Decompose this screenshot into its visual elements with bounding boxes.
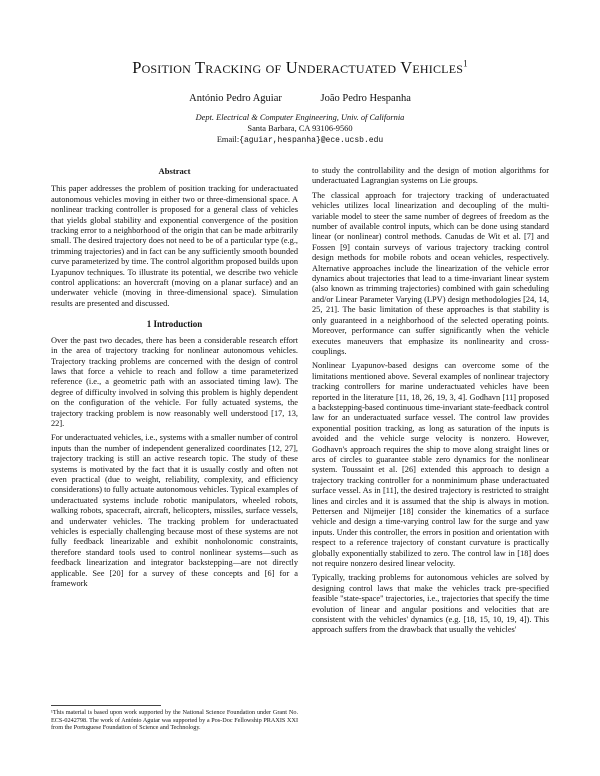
abstract-heading: Abstract [158, 166, 191, 176]
abstract-text: This paper addresses the problem of position tracking for underactuated autonomous vehicles moving in either two or three-dimensional space. A nonlinear tracking controller is proposed for a general class of vehicles that yields global stability and exponential convergence of the position tracking error to a neighborhood of the origin that can be made arbitrarily small. The desired trajectory does not need to be of a particular type (e.g., trimming trajectories) and in fact can be any sufficiently smooth bounded curve parameterized by time. The control algorithm proposed builds upon Lyapunov techniques. To illustrate its potential, we describe two vehicle control applications: an hovercraft (moving on a planar surface) and an underwater vehicle (moving in three-dimensional space). Simulation results are presented and discussed. [51, 184, 298, 308]
body-paragraph: Typically, tracking problems for autonomous vehicles are solved by designing control laws that make the vehicles track pre-specified feasible "state-space" trajectories, i.e., trajectories that specify the time evolution of linear and angular positions and velocities that are consistent with the vehicles' dynamics (e.g. [18, 15, 10, 19, 4]). This approach suffers from the drawback that usually the vehicles' [312, 573, 549, 635]
section-heading-introduction: 1 Introduction [146, 319, 203, 330]
right-column [312, 166, 549, 640]
intro-paragraph: Over the past two decades, there has been a considerable research effort in the area of trajectory tracking for nonlinear autonomous vehicles. Trajectory tracking problems are concerned with the design of control laws that force a vehicle to reach and follow a time parameterized reference (i.e., a geometric path with an associated timing law). The degree of difficulty involved in solving this problem is highly dependent on the configuration of the vehicle. For fully actuated systems, the trajectory tracking problem is now reasonably well understood [17, 13, 22]. [51, 335, 298, 428]
paper-title [0, 58, 600, 78]
intro-paragraph: For underactuated vehicles, i.e., systems with a smaller number of control inputs than the number of independent generalized coordinates [12, 27], trajectory tracking is still an active research topic. The study of these systems is motivated by the fact that it is usually costly and often not even practical (due to weight, reliability, complexity, and efficiency considerations) to fully actuate autonomous vehicles. Typical examples of underactuated systems include robotic manipulators, wheeled robots, walking robots, spacecraft, aircraft, helicopters, missiles, surface vessels, and underwater vehicles. The tracking problem for underactuated vehicles is especially challenging because most of these systems are not fully feedback linearizable and exhibit nonholonomic constraints, therefore standard tools used to control nonlinear systems—such as feedback linearization and integrator backstepping—are not directly applicable. See [20] for a survey of these concepts and [6] for a framework [51, 433, 298, 589]
affiliation-city: Santa Barbara, CA 93106-9560 [247, 124, 353, 133]
abstract-section [51, 166, 298, 309]
author-name: João Pedro Hespanha [320, 93, 411, 104]
email-address: {aguiar,hespanha}@ece.ucsb.edu [239, 136, 384, 145]
body-paragraph: The classical approach for trajectory tracking of underactuated vehicles utilizes local linearization and decoupling of the multi-variable model to steer the same number of degrees of freedom as the number of available control inputs, which can be done using standard linear (or nonlinear) control methods. Canudas de Wit et al. [7] and Fossen [9] contain surveys of various trajectory tracking control design methods for mobile robots and ocean vehicles, respectively. Alternative approaches include the linearization of the vehicle error dynamics about trajectories that lead to a time-invariant linear system (also known as trimming trajectories) combined with gain scheduling and/or Linear Parameter Varying (LPV) design methodologies [24, 14, 25, 21]. The basic limitation of these approaches is that stability is only guaranteed in a neighborhood of the selected operating points. Moreover, performance can suffer significantly when the vehicle executes maneuvers that emphasize its nonlinearity and cross-couplings. [312, 190, 549, 356]
email-label: Email: [216, 135, 240, 144]
affiliation-block [0, 112, 600, 146]
title-text: Position Tracking of Underactuated Vehicles [132, 58, 464, 77]
affiliation-email [0, 134, 600, 146]
left-column [51, 166, 298, 593]
author-list [0, 93, 600, 104]
author-name: António Pedro Aguiar [189, 93, 282, 104]
body-paragraph: to study the controllability and the design of motion algorithms for underactuated Lagrangian systems on Lie groups. [312, 166, 549, 186]
footnote-rule [51, 705, 161, 706]
body-paragraph: Nonlinear Lyapunov-based designs can overcome some of the limitations mentioned above. Several examples of nonlinear trajectory tracking controllers for marine underactuated vehicles have been reported in the literature [11, 18, 26, 19, 3, 4]. Godhavn [11] proposed a backstepping-based continuous time-invariant state-feedback control law for an underactuated surface vessel. The control law provides exponential position tracking, as long as saturation of the inputs is avoided and the vehicle surge velocity is nonzero. However, Godhavn's approach requires the ship to move along straight lines or arcs of circles to guarantee stable zero dynamics for the nonlinear system. Toussaint et al. [26] extended this approach to design a trajectory tracking controller for a nonminimum phase underactuated surface vessel. As in [11], the desired trajectory is restricted to straight lines and circles and it is assumed that the ship is always in motion. Pettersen and Nijmeijer [18] consider the kinematics of a surface vehicle and design a time-varying control law for the surge and yaw inputs. Under this controller, the errors in position and orientation with respect to a reference trajectory of constant curvature is practically globally exponentially stabilized to zero. The control law in [18] does not require nonzero desired linear velocity. [312, 361, 549, 569]
title-footnote-mark: 1 [463, 58, 468, 69]
affiliation-dept: Dept. Electrical & Computer Engineering, Univ. of California [195, 113, 405, 122]
footnote: ¹This material is based upon work supported by the National Science Foundation under Grant No. ECS-0242798. The work of António Aguiar was supported by a Pos-Doc Fellowship PRAXIS XXI from the Portuguese Foundation of Science and Technology. [51, 709, 298, 732]
